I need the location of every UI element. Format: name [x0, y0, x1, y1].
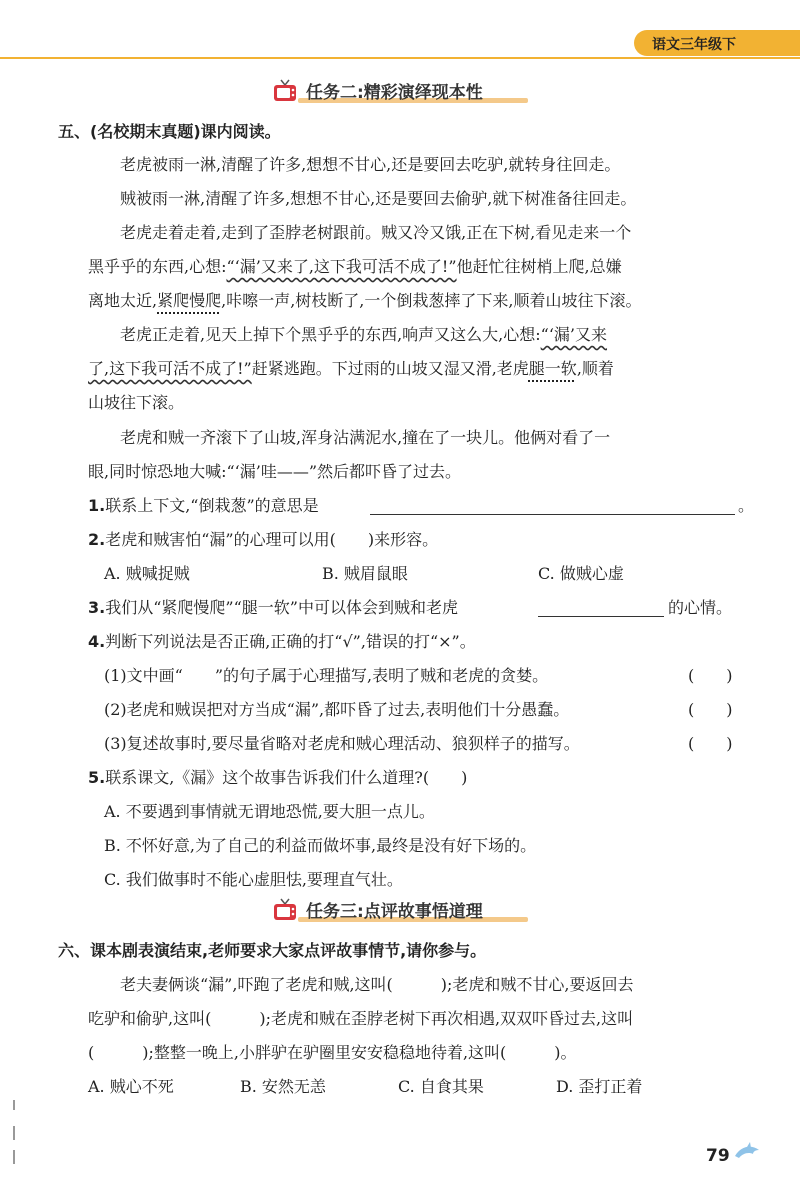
q5-option-c[interactable]: C. 我们做事时不能心虚胆怯,要理直气壮。: [104, 870, 403, 889]
question-3-end: 的心情。: [668, 598, 733, 617]
text-run: 赶紧逃跑。下过雨的山坡又湿又滑,老虎: [251, 359, 529, 378]
q2-option-b[interactable]: B. 贼眉鼠眼: [322, 564, 408, 583]
section6-line-3: ( );整整一晚上,小胖驴在驴圈里安安稳稳地待着,这叫( )。: [88, 1043, 577, 1062]
judgment-bracket[interactable]: ( ): [688, 700, 733, 719]
paragraph-2: 贼被雨一淋,清醒了许多,想想不甘心,还是要回去偷驴,就下树准备往回走。: [120, 189, 637, 208]
text-run: ,咔嚓一声,树枝断了,一个倒栽葱摔了下来,顺着山坡往下滚。: [221, 291, 642, 310]
task2-title: 任务二:精彩演绎现本性: [306, 83, 483, 103]
question-text: 老虎和贼害怕“漏”的心理可以用( )来形容。: [105, 530, 439, 549]
tv-icon: [272, 898, 298, 922]
q4-statement-1: (1)文中画“ ”的句子属于心理描写,表明了贼和老虎的贪婪。: [104, 666, 549, 685]
q4-statement-3: (3)复述故事时,要尽量省略对老虎和贼心理活动、狼狈样子的描写。: [104, 734, 580, 753]
question-3: [88, 597, 458, 619]
question-text: 联系课文,《漏》这个故事告诉我们什么道理?( ): [105, 768, 468, 787]
text-run: ,顺着: [576, 359, 614, 378]
paragraph-4-line-1: [120, 324, 607, 346]
q5-option-a[interactable]: A. 不要遇到事情就无谓地恐慌,要大胆一点儿。: [104, 802, 435, 821]
task3-title: 任务三:点评故事悟道理: [306, 902, 483, 922]
grade-tab: [634, 30, 800, 56]
dotted-emphasis: 紧爬慢爬: [157, 291, 222, 310]
question-4: [88, 631, 476, 653]
question-5: [88, 767, 467, 789]
section6-option-b[interactable]: B. 安然无恙: [240, 1077, 326, 1096]
section6-option-c[interactable]: C. 自食其果: [398, 1077, 484, 1096]
paragraph-5-line-2: 眼,同时惊恐地大喊:“‘漏’哇——”然后都吓昏了过去。: [88, 462, 462, 481]
page-number: 79: [706, 1146, 730, 1166]
section6-heading: 六、课本剧表演结束,老师要求大家点评故事情节,请你参与。: [58, 941, 487, 960]
dolphin-icon: [733, 1140, 761, 1164]
question-text: 联系上下文,“倒栽葱”的意思是: [105, 496, 319, 515]
question-text: 判断下列说法是否正确,正确的打“√”,错误的打“×”。: [105, 632, 476, 651]
grade-tab-label: 语文三年级下: [652, 37, 736, 53]
margin-mark: [13, 1126, 15, 1140]
paragraph-1: 老虎被雨一淋,清醒了许多,想想不甘心,还是要回去吃驴,就转身往回走。: [120, 155, 621, 174]
question-2: [88, 529, 438, 551]
paragraph-5-line-1: 老虎和贼一齐滚下了山坡,浑身沾满泥水,撞在了一块儿。他俩对看了一: [120, 428, 611, 447]
text-run: 黑乎乎的东西,心想:: [88, 257, 227, 276]
wavy-underlined-sentence: 了,这下我可活不成了!”: [88, 359, 252, 378]
text-run: 离地太近,: [88, 291, 158, 310]
margin-mark: [13, 1150, 15, 1164]
q2-option-c[interactable]: C. 做贼心虚: [538, 564, 624, 583]
question-1: [88, 495, 319, 517]
question-number: 4.: [88, 632, 106, 651]
paragraph-3-line-2: [88, 256, 622, 278]
question-number: 1.: [88, 496, 106, 515]
q4-statement-2: (2)老虎和贼误把对方当成“漏”,都吓昏了过去,表明他们十分愚蠢。: [104, 700, 570, 719]
answer-blank[interactable]: [538, 616, 664, 617]
period: 。: [738, 496, 755, 515]
section6-option-d[interactable]: D. 歪打正着: [556, 1077, 643, 1096]
margin-mark: [13, 1100, 15, 1110]
paragraph-4-line-2: [88, 358, 614, 380]
section6-line-2: 吃驴和偷驴,这叫( );老虎和贼在歪脖老树下再次相遇,双双吓昏过去,这叫: [88, 1009, 634, 1028]
paragraph-3-line-1: 老虎走着走着,走到了歪脖老树跟前。贼又冷又饿,正在下树,看见走来一个: [120, 223, 632, 242]
question-number: 5.: [88, 768, 106, 787]
section6-line-1: 老夫妻俩谈“漏”,吓跑了老虎和贼,这叫( );老虎和贼不甘心,要返回去: [120, 975, 634, 994]
section6-option-a[interactable]: A. 贼心不死: [88, 1077, 174, 1096]
header-rule: [0, 57, 800, 59]
paragraph-4-line-3: 山坡往下滚。: [88, 393, 185, 412]
q5-option-b[interactable]: B. 不怀好意,为了自己的利益而做坏事,最终是没有好下场的。: [104, 836, 537, 855]
paragraph-3-line-3: [88, 290, 641, 312]
text-run: 老虎正走着,见天上掉下个黑乎乎的东西,响声又这么大,心想:: [120, 325, 541, 344]
question-number: 2.: [88, 530, 106, 549]
text-run: 他赶忙往树梢上爬,总嫌: [456, 257, 622, 276]
wavy-underlined-sentence: “‘漏’又来: [540, 325, 608, 344]
judgment-bracket[interactable]: ( ): [688, 666, 733, 685]
dotted-emphasis: 腿一软: [528, 359, 577, 378]
task2-heading: [0, 78, 800, 108]
section5-heading: 五、(名校期末真题)课内阅读。: [58, 122, 281, 141]
tv-icon: [272, 79, 298, 103]
question-number: 3.: [88, 598, 106, 617]
question-text: 我们从“紧爬慢爬”“腿一软”中可以体会到贼和老虎: [105, 598, 458, 617]
task3-heading: [0, 897, 800, 927]
wavy-underlined-sentence: “‘漏’又来了,这下我可活不成了!”: [226, 257, 457, 276]
q2-option-a[interactable]: A. 贼喊捉贼: [104, 564, 190, 583]
judgment-bracket[interactable]: ( ): [688, 734, 733, 753]
answer-blank[interactable]: [370, 514, 735, 515]
